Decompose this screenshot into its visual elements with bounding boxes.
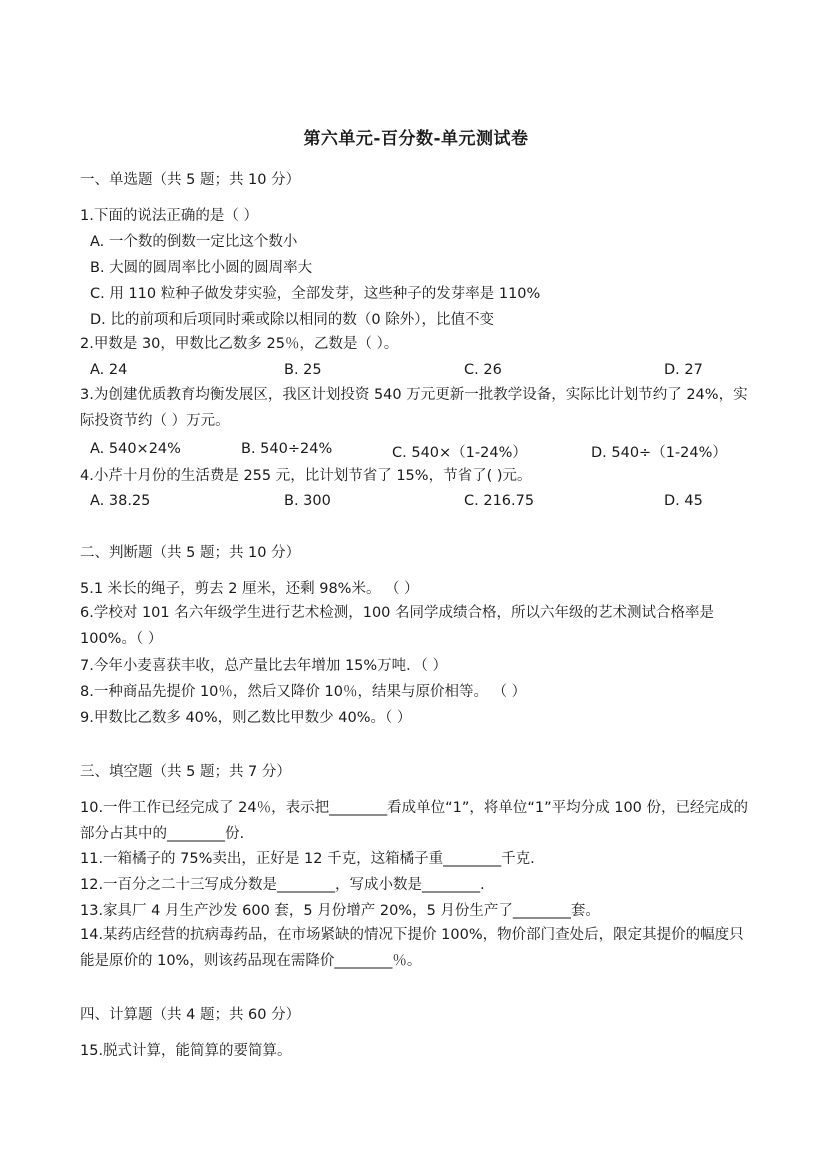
- question-1-option-d: D. 比的前项和后项同时乘或除以相同的数（0 除外），比值不变: [90, 312, 494, 328]
- question-15: 15.脱式计算，能简算的要简算。: [80, 1043, 292, 1059]
- question-2-option-d: D. 27: [664, 362, 703, 378]
- question-4-option-a: A. 38.25: [90, 493, 151, 509]
- question-3-option-c: C. 540×（1-24%）: [392, 445, 527, 461]
- question-2-option-b: B. 25: [284, 362, 322, 378]
- question-5: 5.1 米长的绳子，剪去 2 厘米，还剩 98%米。 （ ）: [80, 581, 419, 597]
- question-1-option-a: A. 一个数的倒数一定比这个数小: [90, 234, 298, 250]
- section-heading-single-choice: 一、单选题（共 5 题；共 10 分）: [80, 172, 301, 188]
- question-2-option-c: C. 26: [464, 362, 502, 378]
- section-heading-calculation: 四、计算题（共 4 题；共 60 分）: [80, 1007, 301, 1023]
- question-10: 10.一件工作已经完成了 24％，表示把________看成单位“1”，将单位“1”平均分成 100 份，已经完成的部分占其中的________份.: [80, 800, 749, 842]
- question-12: 12.一百分之二十三写成分数是________，写成小数是________.: [80, 877, 485, 893]
- question-6: 6.学校对 101 名六年级学生进行艺术检测，100 名同学成绩合格，所以六年级的艺术测试合格率是 100%。（ ）: [80, 605, 715, 647]
- question-4-option-b: B. 300: [284, 493, 331, 509]
- question-9: 9.甲数比乙数多 40%，则乙数比甲数少 40%。（ ）: [80, 710, 412, 726]
- question-14: 14.某药店经营的抗病毒药品，在市场紧缺的情况下提价 100%，物价部门查处后，限定其提价的幅度只能是原价的 10%，则该药品现在需降价________％。: [80, 927, 744, 969]
- question-3-option-d: D. 540÷（1-24%）: [591, 445, 727, 461]
- section-heading-fill-blank: 三、填空题（共 5 题；共 7 分）: [80, 764, 291, 780]
- question-1-option-b: B. 大圆的圆周率比小圆的圆周率大: [90, 260, 313, 276]
- question-1-option-c: C. 用 110 粒种子做发芽实验，全部发芽，这些种子的发芽率是 110%: [90, 286, 541, 302]
- question-11: 11.一箱橘子的 75%卖出，正好是 12 千克，这箱橘子重________千克.: [80, 851, 535, 867]
- question-3-option-b: B. 540÷24%: [241, 441, 333, 457]
- question-1-stem: 1.下面的说法正确的是（ ）: [80, 208, 258, 224]
- page-title: 第六单元-百分数-单元测试卷: [303, 129, 529, 149]
- question-4-option-d: D. 45: [664, 493, 703, 509]
- question-3-option-a: A. 540×24%: [90, 441, 181, 457]
- question-8: 8.一种商品先提价 10％，然后又降价 10％，结果与原价相等。 （ ）: [80, 684, 527, 700]
- question-2-option-a: A. 24: [90, 362, 128, 378]
- question-7: 7.今年小麦喜获丰收，总产量比去年增加 15%万吨．（ ）: [80, 658, 448, 674]
- question-13: 13.家具厂 4 月生产沙发 600 套，5 月份增产 20%，5 月份生产了________套。: [80, 903, 600, 919]
- question-4-option-c: C. 216.75: [464, 493, 535, 509]
- section-heading-true-false: 二、判断题（共 5 题；共 10 分）: [80, 545, 301, 561]
- question-2-stem: 2.甲数是 30，甲数比乙数多 25％，乙数是（ ）。: [80, 336, 399, 352]
- question-4-stem: 4.小芹十月份的生活费是 255 元，比计划节省了 15%，节省了( )元。: [80, 468, 532, 484]
- question-3-stem: 3.为创建优质教育均衡发展区，我区计划投资 540 万元更新一批教学设备，实际比计划节约了 24%，实际投资节约（ ）万元。: [80, 387, 748, 429]
